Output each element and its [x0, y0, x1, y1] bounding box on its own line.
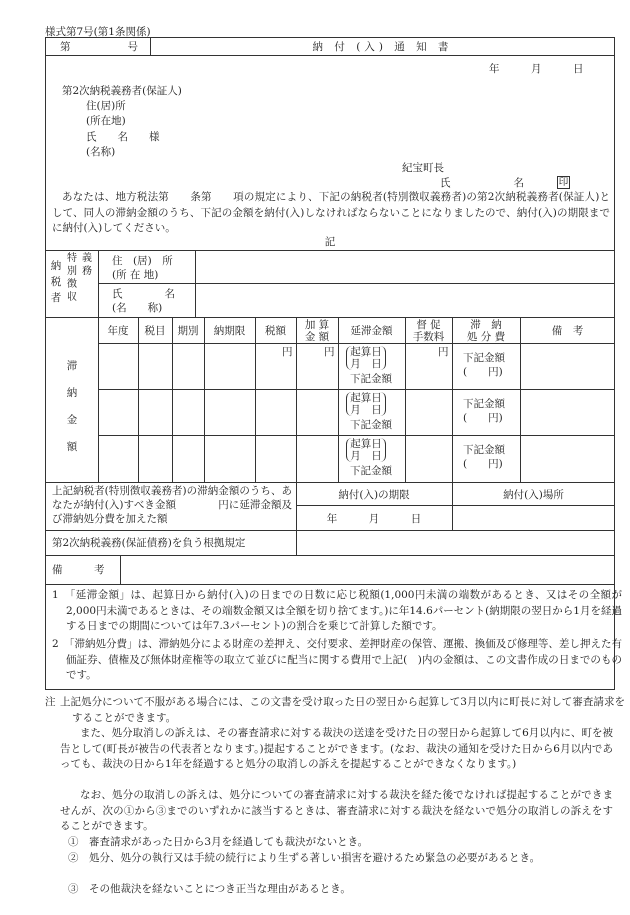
col-late-fee: 延滞金額 [350, 325, 393, 337]
payment-deadline-date: 年 月 日 [326, 513, 422, 525]
delinquent-side-label: 滞納金額 [66, 360, 78, 453]
kisan-date-3: 月 日 [350, 450, 382, 462]
kisan-label-1: 起算日 [350, 346, 382, 358]
yen-tokusoku: 円 [438, 346, 449, 358]
appeal-item-1: ① 審査請求があった日から3月を経過しても裁決がないとき。 [68, 836, 369, 848]
yen-tax: 円 [282, 346, 293, 358]
appeal-label: 注 [45, 696, 56, 708]
form-label: 様式第7号(第1条関係) [45, 26, 151, 38]
col-tokusoku-2: 手数料 [412, 331, 445, 343]
shobun-yen-2: ( 円) [463, 412, 503, 424]
col-due-date: 納期限 [213, 325, 246, 337]
kisan-label-3: 起算日 [350, 438, 382, 450]
below-amount-2: 下記金額 [350, 419, 392, 431]
col-kasan-1: 加 算 [304, 319, 330, 331]
taxpayer-name-label: 氏 名 [112, 288, 175, 300]
shobun-amount-2: 下記金額 [463, 398, 505, 410]
taxpayer-address-sub: (所 在 地) [112, 269, 159, 281]
shobun-amount-3: 下記金額 [463, 444, 505, 456]
remarks-label: 備 考 [52, 564, 105, 576]
seal-mark: 印 [558, 177, 569, 188]
document-title: 納 付 (入) 通 知 書 [312, 41, 453, 53]
payment-deadline-label: 納付(入)の期限 [338, 489, 410, 501]
kisan-date-2: 月 日 [350, 404, 382, 416]
col-period: 期別 [177, 325, 199, 337]
recipient-name: 氏 名 様 [86, 131, 160, 143]
taxpayer-gimu-label: 義務 [82, 253, 92, 277]
col-shobun-1: 滞 納 [470, 319, 502, 331]
appeal-p3: なお、処分の取消しの訴えは、処分についての審査請求に対する裁決を経た後でなければ提起することができませんが、次の①から③までのいずれかに該当するときは、審査請求に対する裁決を経ないで処分の取消しの訴えをすることができます。 [60, 789, 613, 832]
note-1: 1 「延滞金額」は、起算日から納付(入)の日までの日数に応じ税額(1,000円未満の端数があるとき、又はその全額が2,000円未満であるときは、その端数金額又は全額を切り捨てます。)に年14.6パーセント(納期限の翌日から1月を経過する日までの期間については年7.3パーセント)の割合を乗じて計算した額です。 [52, 589, 622, 632]
taxpayer-name-sub: (名 称) [112, 302, 163, 314]
appeal-item-3: ③ その他裁決を経ないことにつき正当な理由があるとき。 [68, 883, 351, 895]
shobun-yen-3: ( 円) [463, 458, 503, 470]
issue-date: 年 月 日 [489, 63, 584, 75]
col-year: 年度 [107, 325, 129, 337]
yen-kasan: 円 [324, 346, 335, 358]
payment-description: 上記納税者(特別徴収義務者)の滞納金額のうち、あなたが納付(入)すべき金額 円に延滞金額及び滞納処分費を加えた額 [52, 485, 292, 525]
recipient-heading: 第2次納税義務者(保証人) [62, 85, 182, 97]
col-tokusoku-1: 督 促 [416, 319, 441, 331]
notice-body: あなたは、地方税法第 条第 項の規定により、下記の納税者(特別徴収義務者)の第2次納税義務者(保証人)として、同人の滞納金額のうち、下記の金額を納付(入)しなければならないことになりましたので、納付(入)の期限までに納付(入)してください。 [52, 191, 610, 234]
recipient-address-sub: (所在地) [86, 115, 126, 127]
shobun-yen-1: ( 円) [463, 366, 503, 378]
ki-label: 記 [324, 236, 336, 248]
appeal-p1: 上記処分について不服がある場合には、この文書を受け取った日の翌日から起算して3月以内に町長に対して審査請求をすることができます。 [60, 696, 625, 724]
recipient-address: 住(居)所 [86, 100, 126, 112]
shobun-amount-1: 下記金額 [463, 352, 505, 364]
taxpayer-inner-label: 特別徴収 [67, 253, 77, 303]
issuer-title: 紀宝町長 [402, 162, 444, 174]
col-tax-amount: 税額 [265, 325, 286, 337]
basis-label: 第2次納税義務(保証債務)を負う根拠規定 [52, 537, 246, 549]
payment-place-label: 納付(入)場所 [503, 489, 564, 501]
taxpayer-address-label: 住 (居) 所 [112, 255, 173, 267]
taxpayer-outer-label: 納税者 [50, 260, 62, 304]
kisan-label-2: 起算日 [350, 392, 382, 404]
appeal-item-2: ② 処分、処分の執行又は手続の続行により生ずる著しい損害を避けるため緊急の必要があるとき。 [68, 852, 541, 864]
below-amount-1: 下記金額 [350, 373, 392, 385]
number-label: 第 号 [60, 41, 141, 53]
recipient-name-sub: (名称) [86, 146, 116, 158]
col-kasan-2: 金 額 [304, 331, 330, 343]
issuer-name-label: 氏 名 [440, 177, 524, 189]
col-shobun-2: 処 分 費 [466, 331, 506, 343]
note-2: 2 「滞納処分費」は、滞納処分による財産の差押え、交付要求、差押財産の保管、運搬、換価及び修理等、差し押えた有価証券、債権及び無体財産権等の取立て並びに配当に関する費用で上記( )内の金額は、この文書作成の日までのものです。 [52, 638, 622, 681]
kisan-date-1: 月 日 [350, 358, 382, 370]
appeal-p2: また、処分取消しの訴えは、その審査請求に対する裁決の送達を受けた日の翌日から起算して6月以内に、町を被告として(町長が被告の代表者となります。)提起することができます。(なお、裁決の通知を受けた日から6月以内であっても、裁決の日から1年を経過すると処分の取消しの訴えを提起することができなくなります。) [60, 727, 613, 770]
col-remarks: 備 考 [551, 325, 584, 337]
below-amount-3: 下記金額 [350, 465, 392, 477]
col-tax-item: 税目 [144, 325, 166, 337]
